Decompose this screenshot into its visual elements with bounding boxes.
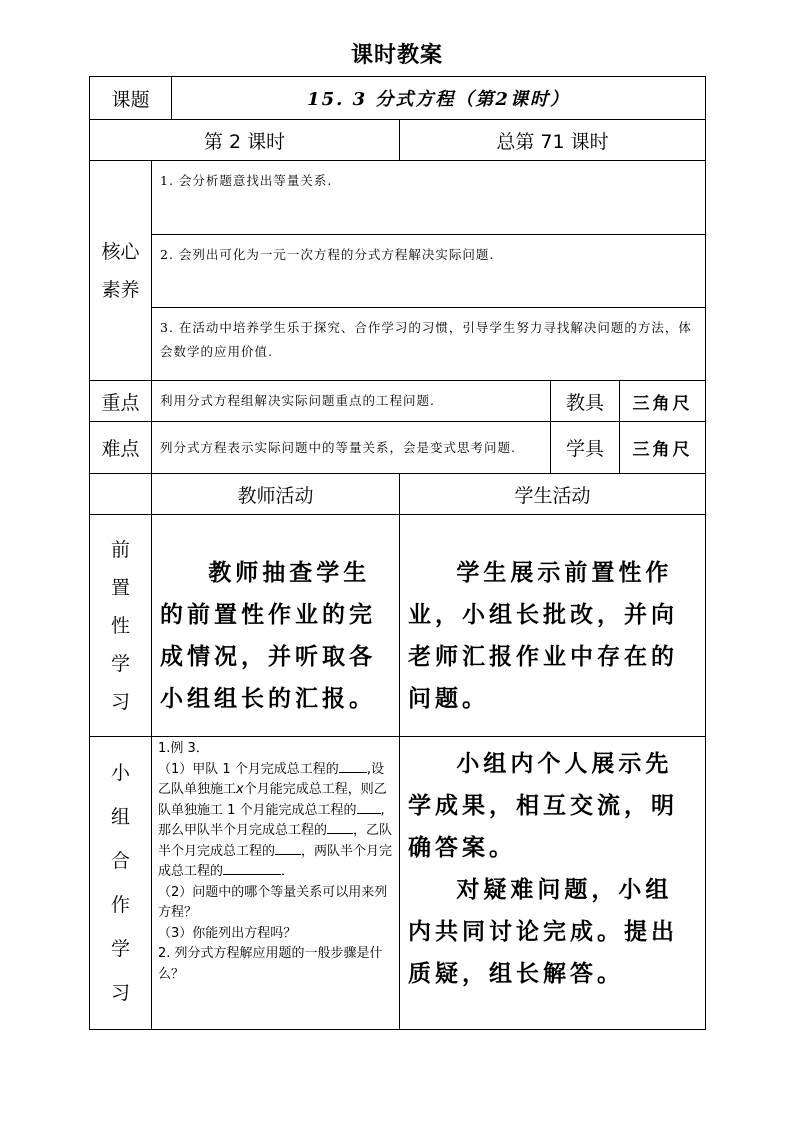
total-lesson-number: 总第 71 课时: [400, 120, 706, 161]
student-tools-label: 学具: [551, 422, 620, 474]
group-label-char: 学: [110, 938, 130, 960]
group-student-paragraph-2: 对疑难问题，小组内共同讨论完成。提出质疑，组长解答。: [408, 876, 679, 987]
pre-study-label: [90, 515, 152, 737]
group-study-row: [90, 737, 706, 1030]
teaching-tools-value: 三角尺: [620, 381, 706, 422]
pre-label-char: 习: [110, 690, 130, 713]
difficulty-label: 难点: [90, 422, 152, 474]
group-label-char: 组: [110, 806, 130, 828]
pre-label-char: 性: [110, 614, 130, 637]
core-label-line-2: 素养: [101, 278, 140, 301]
group-study-label: [90, 737, 152, 1030]
objective-row-2: [90, 235, 706, 308]
pre-study-teacher-activity: 教师抽查学生的前置性作业的完成情况，并听取各小组组长的汇报。: [152, 515, 400, 737]
difficulty-value: 列分式方程表示实际问题中的等量关系，会是变式思考问题.: [152, 422, 551, 474]
group-study-student-activity: [400, 737, 706, 1030]
objective-3: 3. 在活动中培养学生乐于探究、合作学习的习惯，引导学生努力寻找解决问题的方法，体会数学的应用价值.: [152, 308, 706, 381]
objective-row-3: [90, 308, 706, 381]
pre-study-student-activity: 学生展示前置性作业，小组长批改，并向老师汇报作业中存在的问题。: [400, 515, 706, 737]
lesson-number-row: [90, 120, 706, 161]
key-point-label: 重点: [90, 381, 152, 422]
pre-study-row: [90, 515, 706, 737]
document-title: 课时教案: [350, 43, 443, 68]
answer-blank: [339, 772, 367, 773]
difficulty-row: [90, 422, 706, 474]
group-student-paragraph-1: 小组内个人展示先学成果，相互交流，明确答案。: [408, 750, 679, 861]
example-heading: 1.例 3．: [158, 741, 209, 756]
activity-header-row: [90, 474, 706, 515]
lesson-number: 第 2 课时: [90, 120, 400, 161]
answer-blank: [357, 813, 381, 814]
lesson-plan-table: [89, 76, 706, 1030]
answer-blank: [275, 854, 301, 855]
pre-label-char: 前: [110, 538, 130, 561]
teaching-tools-label: 教具: [551, 381, 620, 422]
group-label-char: 习: [110, 982, 130, 1004]
example-question-2: （2）问题中的哪个等量关系可以用来列方程？: [158, 884, 388, 920]
activity-header-blank: [90, 474, 152, 515]
key-point-row: [90, 381, 706, 422]
topic-row: [90, 77, 706, 120]
core-label-line-1: 核心: [101, 240, 140, 263]
student-tools-value: 三角尺: [620, 422, 706, 474]
teacher-activity-header: 教师活动: [152, 474, 400, 515]
pre-label-char: 学: [110, 652, 130, 675]
group-label-char: 合: [110, 850, 130, 872]
student-activity-header: 学生活动: [400, 474, 706, 515]
objective-row-1: [90, 161, 706, 235]
example-question-1: （1）甲队 1 个月完成总工程的 ,设乙队单独施工x个月能完成总工程，则乙队单独施工 1 个月能完成总工程的 ,那么甲队半个月完成总工程的 ，乙队半个月完成总工程的 ，两队半个月完成总工程的 ．: [158, 761, 393, 879]
topic-label: 课题: [90, 77, 172, 120]
objective-1: 1. 会分析题意找出等量关系.: [152, 161, 706, 235]
objective-2: 2. 会列出可化为一元一次方程的分式方程解决实际问题.: [152, 235, 706, 308]
answer-blank: [223, 874, 281, 875]
group-study-teacher-activity: [152, 737, 400, 1030]
pre-label-char: 置: [110, 576, 130, 599]
example-question-3: （3）你能列出方程吗？: [158, 925, 297, 941]
steps-question: 2. 列分式方程解应用题的一般步骤是什么？: [158, 946, 383, 982]
key-point-value: 利用分式方程组解决实际问题重点的工程问题.: [152, 381, 551, 422]
group-label-char: 作: [110, 894, 130, 916]
core-literacy-label: [90, 161, 152, 381]
topic-value: 15. 3 分式方程（第2课时）: [172, 77, 706, 120]
answer-blank: [327, 833, 353, 834]
group-label-char: 小: [110, 762, 130, 784]
